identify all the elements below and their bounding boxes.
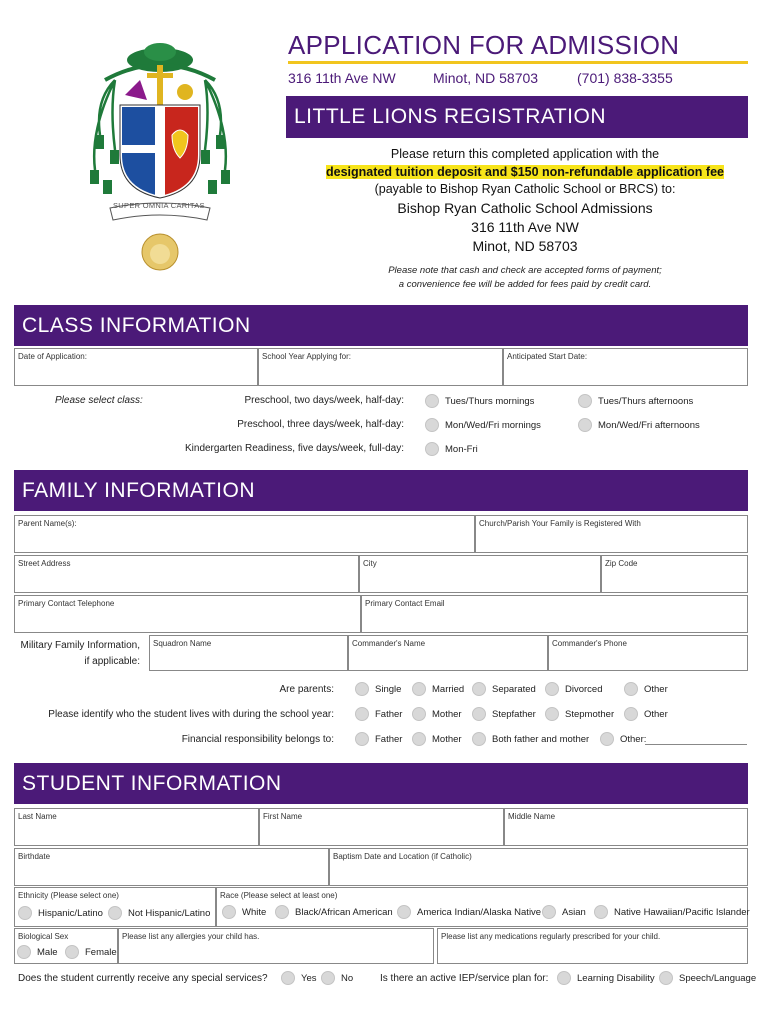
radio-circle[interactable] <box>425 442 439 456</box>
radio-label: Other: <box>620 733 647 745</box>
field-label: Date of Application: <box>18 352 87 361</box>
lives-with-question: Please identify who the student lives with during the school year: <box>48 709 334 720</box>
radio-circle[interactable] <box>355 682 369 696</box>
radio-label: Mon/Wed/Fri mornings <box>445 419 541 431</box>
field-label: Middle Name <box>508 812 556 821</box>
radio-label: White <box>242 906 267 918</box>
radio-label: Other <box>644 683 668 695</box>
field-label: Birthdate <box>18 852 51 861</box>
radio-label: America Indian/Alaska Native <box>417 906 542 918</box>
date-of-application-field[interactable] <box>14 348 258 386</box>
instructions-line3: (payable to Bishop Ryan Catholic School or BRCS) to: <box>374 182 676 196</box>
first-name-field[interactable] <box>259 808 504 846</box>
field-label: Primary Contact Email <box>365 599 445 608</box>
radio-circle[interactable] <box>355 707 369 721</box>
field-label: Race (Please select at least one) <box>220 891 338 900</box>
radio-race-black[interactable] <box>275 905 393 919</box>
radio-label: Not Hispanic/Latino <box>128 907 211 919</box>
radio-label: Separated <box>492 683 536 695</box>
radio-iep-speech[interactable] <box>659 971 756 985</box>
radio-parents-other[interactable] <box>624 682 668 696</box>
radio-lives-mother[interactable] <box>412 707 462 721</box>
radio-circle[interactable] <box>624 682 638 696</box>
form-title: APPLICATION FOR ADMISSION <box>288 30 680 60</box>
payment-note-line2: a convenience fee will be added for fees paid by credit card. <box>398 279 652 290</box>
field-label: Commander's Name <box>352 639 426 648</box>
radio-circle[interactable] <box>18 906 32 920</box>
start-date-field[interactable] <box>503 348 748 386</box>
school-crest-logo <box>85 40 235 275</box>
radio-sex-male[interactable] <box>17 945 58 959</box>
commander-name-field[interactable] <box>348 635 548 671</box>
zip-code-field[interactable] <box>601 555 748 593</box>
radio-label: Yes <box>301 972 317 984</box>
radio-circle[interactable] <box>472 732 486 746</box>
radio-parents-married[interactable] <box>412 682 464 696</box>
field-label: Zip Code <box>605 559 638 568</box>
school-phone: (701) 838-3355 <box>577 70 673 86</box>
radio-circle[interactable] <box>425 394 439 408</box>
radio-not-hispanic[interactable] <box>108 906 210 920</box>
radio-circle[interactable] <box>397 905 411 919</box>
class-row-preschool-three: Preschool, three days/week, half-day: <box>237 419 404 430</box>
radio-circle[interactable] <box>355 732 369 746</box>
radio-race-american-indian[interactable] <box>397 905 541 919</box>
radio-label: Hispanic/Latino <box>38 907 103 919</box>
mail-address-line1: Bishop Ryan Catholic School Admissions <box>397 200 653 216</box>
radio-circle[interactable] <box>275 905 289 919</box>
radio-services-yes[interactable] <box>281 971 317 985</box>
radio-services-no[interactable] <box>321 971 353 985</box>
primary-telephone-field[interactable] <box>14 595 361 633</box>
radio-label: Speech/Language <box>679 972 757 984</box>
radio-lives-stepmother[interactable] <box>545 707 614 721</box>
radio-label: Married <box>432 683 465 695</box>
parents-status-question: Are parents: <box>279 684 334 695</box>
parent-names-field[interactable] <box>14 515 475 553</box>
field-label: Last Name <box>18 812 57 821</box>
radio-circle[interactable] <box>222 905 236 919</box>
radio-circle[interactable] <box>659 971 673 985</box>
radio-race-pacific-islander[interactable] <box>594 905 750 919</box>
radio-lives-stepfather[interactable] <box>472 707 536 721</box>
field-label: Ethnicity (Please select one) <box>18 891 119 900</box>
primary-email-field[interactable] <box>361 595 748 633</box>
last-name-field[interactable] <box>14 808 259 846</box>
radio-label: Learning Disability <box>577 972 655 984</box>
radio-mwf-afternoons[interactable] <box>578 418 700 432</box>
radio-lives-other[interactable] <box>624 707 668 721</box>
field-label: Commander's Phone <box>552 639 627 648</box>
church-parish-field[interactable] <box>475 515 748 553</box>
radio-circle[interactable] <box>412 707 426 721</box>
radio-fin-mother[interactable] <box>412 732 462 746</box>
radio-circle[interactable] <box>594 905 608 919</box>
radio-label: Male <box>37 946 58 958</box>
radio-label: Stepmother <box>565 708 615 720</box>
radio-sex-female[interactable] <box>65 945 117 959</box>
radio-circle[interactable] <box>108 906 122 920</box>
radio-race-white[interactable] <box>222 905 266 919</box>
medications-field[interactable] <box>437 928 748 964</box>
radio-hispanic[interactable] <box>18 906 103 920</box>
crest-motto: SUPER OMNIA CARITAS <box>113 201 205 210</box>
radio-circle[interactable] <box>472 707 486 721</box>
commander-phone-field[interactable] <box>548 635 748 671</box>
radio-circle[interactable] <box>321 971 335 985</box>
field-label: Anticipated Start Date: <box>507 352 588 361</box>
radio-tt-mornings[interactable] <box>425 394 534 408</box>
radio-circle[interactable] <box>17 945 31 959</box>
radio-label: Father <box>375 733 403 745</box>
instructions-fee-highlight: designated tuition deposit and $150 non-refundable application fee <box>326 165 724 179</box>
radio-iep-learning[interactable] <box>557 971 655 985</box>
select-class-label: Please select class: <box>55 395 143 406</box>
radio-label: No <box>341 972 354 984</box>
class-row-preschool-two: Preschool, two days/week, half-day: <box>244 395 404 406</box>
registration-banner: LITTLE LIONS REGISTRATION <box>286 96 748 138</box>
field-label: School Year Applying for: <box>262 352 351 361</box>
student-info-heading: STUDENT INFORMATION <box>14 763 748 804</box>
squadron-name-field[interactable] <box>149 635 348 671</box>
radio-label: Mother <box>432 708 462 720</box>
radio-circle[interactable] <box>542 905 556 919</box>
radio-label: Native Hawaiian/Pacific Islander <box>614 906 750 918</box>
allergies-field[interactable] <box>118 928 434 964</box>
radio-fin-other[interactable] <box>600 732 646 746</box>
city-field[interactable] <box>359 555 601 593</box>
radio-mwf-mornings[interactable] <box>425 418 541 432</box>
radio-circle[interactable] <box>65 945 79 959</box>
radio-parents-divorced[interactable] <box>545 682 603 696</box>
mail-address-line2: 316 11th Ave NW <box>471 219 579 235</box>
radio-tt-afternoons[interactable] <box>578 394 693 408</box>
field-label: Please list any medications regularly prescribed for your child. <box>441 932 661 941</box>
radio-circle[interactable] <box>281 971 295 985</box>
baptism-field[interactable] <box>329 848 748 886</box>
field-label: Parent Name(s): <box>18 519 77 528</box>
radio-lives-father[interactable] <box>355 707 402 721</box>
field-label: Church/Parish Your Family is Registered With <box>479 519 641 528</box>
middle-name-field[interactable] <box>504 808 748 846</box>
radio-label: Both father and mother <box>492 733 590 745</box>
special-services-question: Does the student currently receive any special services? <box>18 973 268 984</box>
radio-label: Single <box>375 683 402 695</box>
radio-label: Mon/Wed/Fri afternoons <box>598 419 700 431</box>
radio-label: Other <box>644 708 668 720</box>
radio-race-asian[interactable] <box>542 905 586 919</box>
radio-label: Divorced <box>565 683 603 695</box>
radio-label: Father <box>375 708 403 720</box>
military-label-line2: if applicable: <box>84 656 140 667</box>
iep-question: Is there an active IEP/service plan for: <box>380 973 549 984</box>
radio-circle[interactable] <box>545 707 559 721</box>
radio-label: Female <box>85 946 117 958</box>
school-address: 316 11th Ave NW <box>288 70 396 86</box>
financial-responsibility-question: Financial responsibility belongs to: <box>181 734 334 745</box>
radio-circle[interactable] <box>412 732 426 746</box>
class-info-heading: CLASS INFORMATION <box>14 305 748 346</box>
payment-note-line1: Please note that cash and check are accepted forms of payment; <box>388 265 662 276</box>
radio-mon-fri[interactable] <box>425 442 478 456</box>
radio-label: Stepfather <box>492 708 536 720</box>
title-underline <box>288 61 748 64</box>
radio-circle[interactable] <box>578 394 592 408</box>
field-label: Primary Contact Telephone <box>18 599 115 608</box>
instructions-line1: Please return this completed application with the <box>390 147 660 161</box>
field-label: Baptism Date and Location (if Catholic) <box>333 852 472 861</box>
radio-label: Mother <box>432 733 462 745</box>
radio-circle[interactable] <box>545 682 559 696</box>
radio-circle[interactable] <box>600 732 614 746</box>
street-address-field[interactable] <box>14 555 359 593</box>
radio-circle[interactable] <box>472 682 486 696</box>
radio-label: Asian <box>562 906 586 918</box>
family-info-heading: FAMILY INFORMATION <box>14 470 748 511</box>
radio-label: Black/African American <box>295 906 393 918</box>
radio-circle[interactable] <box>425 418 439 432</box>
radio-circle[interactable] <box>624 707 638 721</box>
field-label: First Name <box>263 812 303 821</box>
field-label: Please list any allergies your child has. <box>122 932 260 941</box>
radio-parents-separated[interactable] <box>472 682 536 696</box>
radio-parents-single[interactable] <box>355 682 401 696</box>
school-city: Minot, ND 58703 <box>433 70 539 86</box>
radio-fin-father[interactable] <box>355 732 402 746</box>
class-row-kindergarten: Kindergarten Readiness, five days/week, full-day: <box>184 443 404 454</box>
radio-label: Tues/Thurs mornings <box>445 395 535 407</box>
field-label: Street Address <box>18 559 71 568</box>
mail-address-line3: Minot, ND 58703 <box>472 238 578 254</box>
radio-circle[interactable] <box>412 682 426 696</box>
radio-label: Tues/Thurs afternoons <box>598 395 694 407</box>
field-label: City <box>363 559 377 568</box>
fin-other-line-input[interactable] <box>645 744 747 745</box>
school-year-field[interactable] <box>258 348 503 386</box>
birthdate-field[interactable] <box>14 848 329 886</box>
military-label-line1: Military Family Information, <box>20 640 140 651</box>
radio-circle[interactable] <box>557 971 571 985</box>
field-label: Biological Sex <box>18 932 69 941</box>
radio-fin-both[interactable] <box>472 732 589 746</box>
radio-circle[interactable] <box>578 418 592 432</box>
field-label: Squadron Name <box>153 639 212 648</box>
radio-label: Mon-Fri <box>445 443 478 455</box>
